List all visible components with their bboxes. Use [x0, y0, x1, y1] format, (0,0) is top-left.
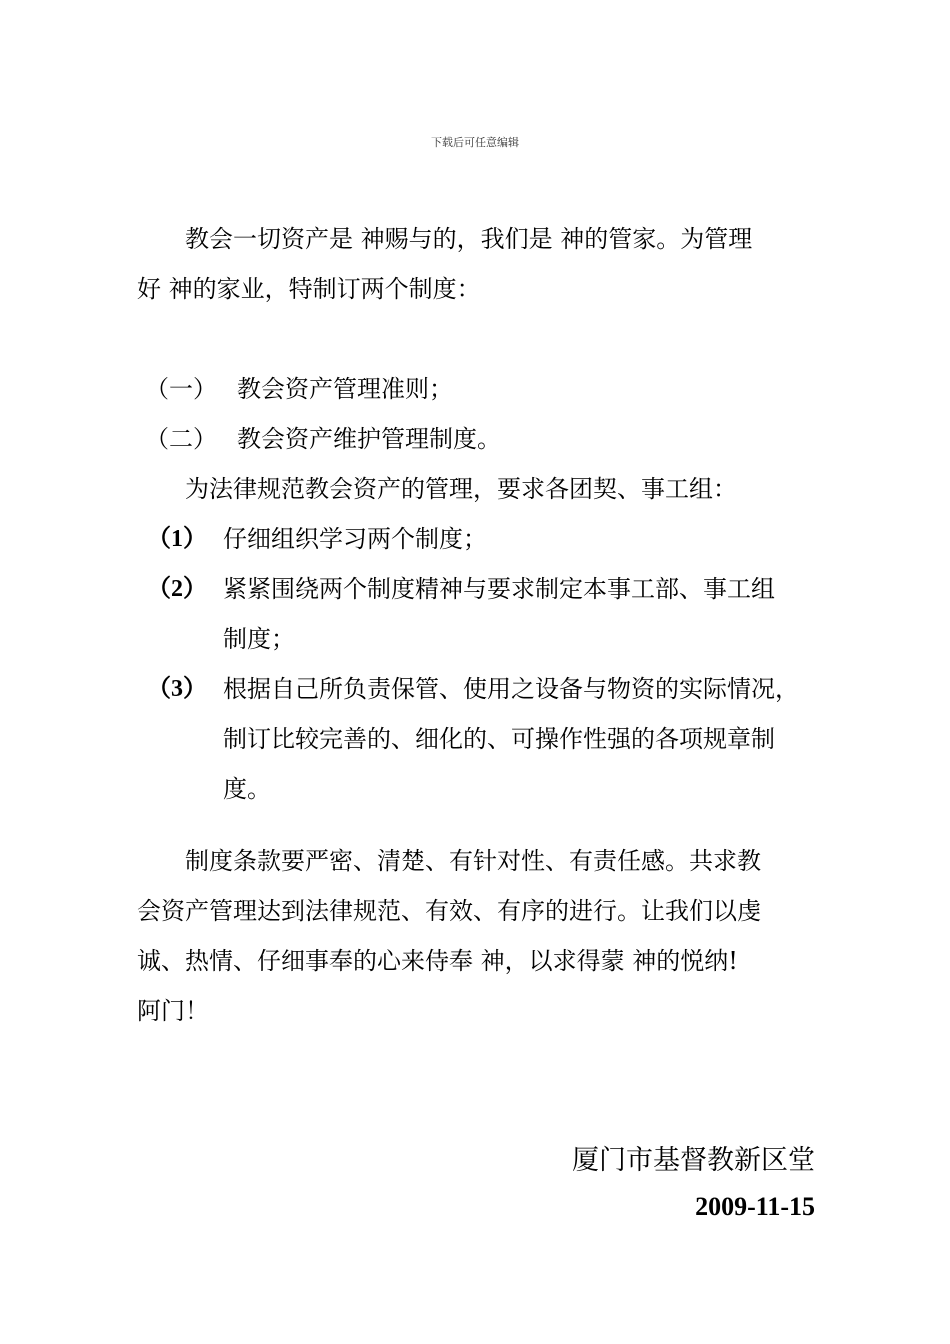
requirement-marker-1: （1）	[147, 526, 207, 552]
system-marker-2: （二）	[145, 425, 217, 453]
requirement-text-3-line-1: 根据自己所负责保管、使用之设备与物资的实际情况，	[223, 675, 799, 703]
requirement-item-1	[137, 514, 837, 564]
closing-line-2: 会资产管理达到法律规范、有效、有序的进行。让我们以虔	[137, 897, 761, 925]
system-text-2: 教会资产维护管理制度。	[237, 425, 501, 453]
system-item-1	[137, 364, 827, 414]
header-note: 下载后可任意编辑	[431, 136, 519, 149]
requirement-marker-2: （2）	[147, 576, 207, 602]
system-item-2	[137, 414, 827, 464]
requirement-item-3	[137, 664, 837, 814]
signature: 厦门市基督教新区堂	[572, 1145, 815, 1176]
requirement-text-2-line-2: 制度；	[223, 625, 295, 653]
requirement-item-2	[137, 564, 837, 664]
closing-line-3: 诚、热情、仔细事奉的心来侍奉 神，以求得蒙 神的悦纳!	[137, 947, 738, 975]
requirement-intro: 为法律规范教会资产的管理，要求各团契、事工组：	[185, 475, 737, 503]
requirement-text-2-line-1: 紧紧围绕两个制度精神与要求制定本事工部、事工组	[223, 575, 775, 603]
requirement-text-1-line-1: 仔细组织学习两个制度；	[223, 525, 487, 553]
intro-line-1: 教会一切资产是 神赐与的，我们是 神的管家。为管理	[185, 225, 753, 253]
system-text-1: 教会资产管理准则；	[237, 375, 453, 403]
closing-line-4: 阿门！	[137, 997, 209, 1025]
system-marker-1: （一）	[145, 375, 217, 403]
requirement-text-3-line-2: 制订比较完善的、细化的、可操作性强的各项规章制	[223, 725, 775, 753]
intro-line-2: 好 神的家业，特制订两个制度：	[137, 275, 481, 303]
requirement-text-3-line-3: 度。	[223, 775, 271, 803]
closing-line-1: 制度条款要严密、清楚、有针对性、有责任感。共求教	[185, 847, 761, 875]
requirement-marker-3: （3）	[147, 676, 207, 702]
date: 2009-11-15	[695, 1192, 815, 1221]
